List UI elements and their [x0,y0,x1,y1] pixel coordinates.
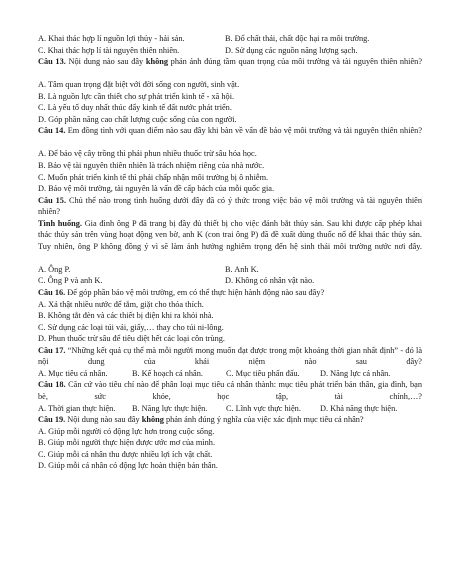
option-a: A. Thời gian thực hiện. [38,403,116,413]
option-b: B. Giúp mỗi người thực hiện được ước mơ của mình. [38,438,216,448]
question-label: Câu 15. [38,195,67,205]
option-c: C. Mục tiêu phấn đấu. [226,368,300,378]
question-16 [38,287,422,299]
option-a: A. Ông P. [38,264,71,274]
question-text: phản ánh đúng ý nghĩa của việc xác định mục tiêu cá nhân? [165,415,364,425]
situation-text: Gia đình ông P đã trang bị đầy đủ thiết bị cho việc đánh bắt thủy sản. Sau khi được cấp phép khai thác thủy sản trên vùng hoạt động ven bờ, anh K (con trai ông P) đã đề xuất dùng thuốc nổ để khai thác thủy sản. Tuy nhiên, ông P không đồng ý vì sẽ làm ảnh hưởng nghiêm trọng đến hệ sinh thái môi trường nước nơi đây. [38,218,422,251]
option-d: D. Sử dụng các nguồn năng lượng sạch. [225,45,358,55]
option-b: B. Bảo vệ tài nguyên thiên nhiên là trách nhiệm riêng của nhà nước. [38,161,265,171]
question-label: Câu 18. [38,380,66,390]
option-d: D. Không có nhân vật nào. [225,276,315,286]
option-b: B. Đổ chất thải, chất độc hại ra môi trường. [225,34,370,43]
option-b: B. Anh K. [225,264,259,274]
question-text: Nội dung nào sau đây [67,415,140,425]
question-15 [38,195,422,218]
option-c: C. Ông P và anh K. [38,276,103,286]
question-label: Câu 13. [38,57,66,67]
question-19 [38,414,422,426]
option-d: D. Năng lực cá nhân. [320,368,391,378]
option-row [38,403,422,415]
question-text: Nội dung nào sau đây [68,57,144,67]
question-text: Căn cứ vào tiêu chí nào để phân loại mục tiêu cá nhân thành: mục tiêu phát triển bản thân, gia đình, bạn bè, sức khỏe, học tập, tài chính,…? [38,380,422,401]
option-a: A. Tâm quan trọng đặt biệt với đời sống con người, sinh vật. [38,80,240,90]
option-d: D. Khả năng thực hiện. [320,403,398,413]
option-c: C. Là yếu tố duy nhất thúc đẩy kinh tế đất nước phát triển. [38,103,232,113]
option-row [38,45,422,57]
document-page [38,33,422,472]
option-row [38,264,422,276]
option-c: C. Khai thác hợp lí tài nguyên thiên nhiên. [38,45,180,55]
option-c: C. Giúp mỗi cá nhân thu được nhiều lợi ích vật chất. [38,449,213,459]
option-a: A. Khai thác hợp lí nguồn lợi thủy - hải sản. [38,34,185,43]
option-a: A. Xả thật nhiều nước để tắm, giặt cho thỏa thích. [38,299,204,309]
option-row [38,275,422,287]
question-14 [38,125,422,148]
question-text: Để góp phần bảo vệ môi trường, em có thể thực hiện hành động nào sau đây? [67,288,325,298]
question-text: Em đồng tình với quan điểm nào sau đây khi bàn về vấn đề bảo vệ môi trường và tài nguyên thiên nhiên? [67,126,422,136]
question-label: Câu 16. [38,288,66,298]
option-b: B. Kế hoạch cá nhân. [132,368,203,378]
option-row [38,33,422,45]
question-label: Câu 14. [38,126,66,136]
question-label: Câu 19. [38,415,66,425]
question-label: Câu 17. [38,345,66,355]
question-13 [38,56,422,79]
option-b: B. Năng lực thực hiện. [132,403,208,413]
option-d: D. Góp phần năng cao chất lượng cuộc sống của con người. [38,114,237,124]
option-b: B. Là nguồn lực cần thiết cho sự phát triển kinh tế - xã hội. [38,91,235,101]
option-d: D. Bảo vệ môi trường, tài nguyên là vấn đề cấp bách của mỗi quốc gia. [38,184,275,194]
question-18 [38,379,422,402]
question-text: Chủ thể nào trong tình huống dưới đây đã có ý thức trong việc bảo vệ môi trường và tài nguyên thiên nhiên? [38,195,422,217]
option-c: C. Sử dụng các loại túi vải, giấy,… thay cho túi ni-lông. [38,322,224,332]
situation-label: Tình huống. [38,218,82,228]
option-d: D. Giúp mỗi cá nhân có động lực hoàn thiện bản thân. [38,461,218,471]
situation-paragraph [38,218,422,264]
option-a: A. Giúp mỗi người có động lực hơn trong cuộc sống. [38,426,215,436]
question-text: phản ánh đúng tầm quan trọng của môi trường và tài nguyên thiên nhiên? [170,57,422,67]
question-text: “Những kết quả cụ thể mà mỗi người mong muốn đạt được trong một khoảng thời gian nhất định” - đó là nội dung của khái niệm nào sau đây? [38,345,422,367]
option-a: A. Mục tiêu cá nhân. [38,368,108,378]
option-c: C. Lĩnh vực thực hiện. [226,403,301,413]
question-emphasis: không [145,57,168,67]
question-emphasis: không [141,415,164,425]
option-c: C. Muốn phát triển kinh tế thì phải chấp nhận môi trường bị ô nhiễm. [38,172,269,182]
option-row [38,368,422,380]
option-a: A. Để bảo vệ cây trồng thì phải phun nhiều thuốc trừ sâu hóa học. [38,149,257,159]
option-b: B. Không tắt đèn và các thiết bị điện khi ra khỏi nhà. [38,311,214,321]
question-17 [38,345,422,368]
option-d: D. Phun thuốc trừ sâu để tiêu diệt hết các loại côn trùng. [38,334,225,344]
